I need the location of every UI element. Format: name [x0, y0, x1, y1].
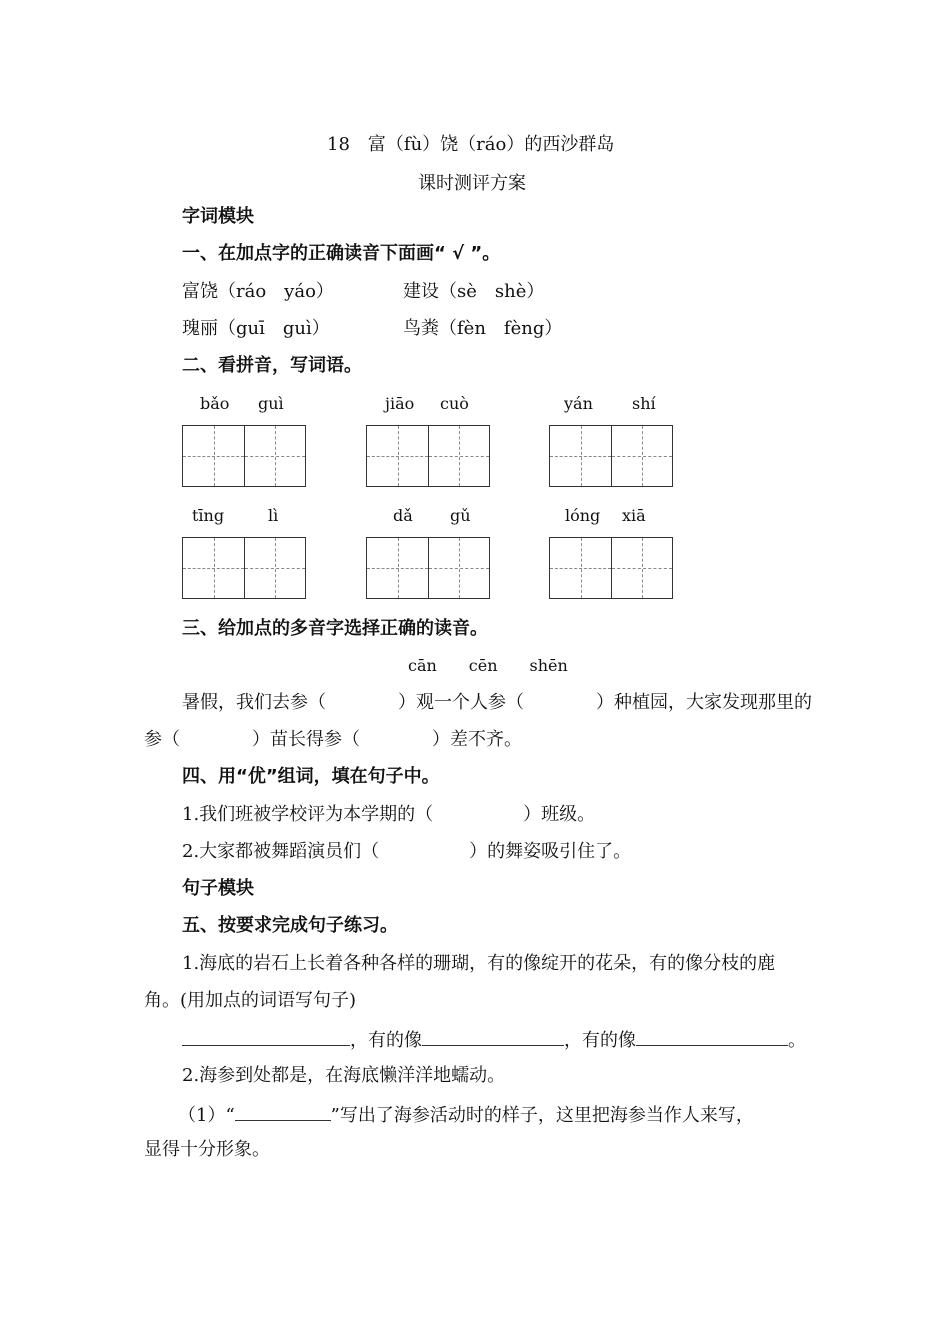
q5-sentence-1a: 1.海底的岩石上长着各种各样的珊瑚，有的像绽开的花朵，有的像分枝的鹿	[182, 953, 776, 974]
writing-grid[interactable]	[366, 425, 490, 487]
pinyin-4b: lì	[268, 506, 279, 525]
q4-sentence-2: 2.大家都被舞蹈演员们（ ）的舞姿吸引住了。	[182, 841, 632, 862]
question-5-heading: 五、按要求完成句子练习。	[182, 915, 398, 936]
pinyin-2b: cuò	[440, 394, 469, 413]
pinyin-5b: gǔ	[450, 506, 471, 525]
q1-item-4: 鸟粪（fèn fèng）	[403, 318, 563, 339]
pinyin-5a: dǎ	[393, 506, 413, 525]
sub-1-end: ”写出了海参活动时的样子，这里把海参当作人来写，	[330, 1105, 754, 1126]
section-heading-sentences: 句子模块	[182, 878, 254, 899]
pinyin-6a: lóng	[565, 506, 601, 525]
q3-options: cān cēn shēn	[408, 656, 568, 675]
fill-text-2: ，有的像	[564, 1030, 636, 1051]
writing-grid[interactable]	[366, 537, 490, 599]
q1-item-3: 瑰丽（guī guì）	[182, 318, 330, 339]
q4-sentence-1: 1.我们班被学校评为本学期的（ ）班级。	[182, 804, 596, 825]
q5-sentence-1b: 角。(用加点的词语写句子)	[144, 990, 357, 1011]
pinyin-1a: bǎo	[200, 394, 230, 413]
writing-grid[interactable]	[549, 537, 673, 599]
q1-item-1: 富饶（ráo yáo）	[182, 281, 334, 302]
page-title: 18 富（fù）饶（ráo）的西沙群岛	[327, 134, 615, 155]
writing-grid[interactable]	[182, 425, 306, 487]
q5-sub-1-cont: 显得十分形象。	[144, 1139, 270, 1160]
q3-line-2: 参（ ）苗长得参（ ）差不齐。	[144, 729, 522, 750]
writing-grid[interactable]	[182, 537, 306, 599]
question-4-heading: 四、用“优”组词，填在句子中。	[182, 766, 440, 787]
page-subtitle: 课时测评方案	[418, 173, 526, 194]
q5-sentence-2: 2.海参到处都是，在海底懒洋洋地蠕动。	[182, 1065, 506, 1086]
question-1-heading: 一、在加点字的正确读音下面画“ √ ”。	[182, 243, 501, 264]
pinyin-6b: xiā	[622, 506, 646, 525]
sub-1-start: （1）“	[178, 1105, 235, 1126]
pinyin-2a: jiāo	[385, 394, 415, 413]
pinyin-1b: guì	[258, 394, 284, 413]
question-3-heading: 三、给加点的多音字选择正确的读音。	[182, 618, 488, 639]
pinyin-3a: yán	[564, 394, 593, 413]
fill-text-1: ，有的像	[350, 1030, 422, 1051]
q5-sub-1	[178, 1102, 754, 1127]
answer-blank[interactable]	[235, 1102, 331, 1121]
section-heading-words: 字词模块	[182, 206, 254, 227]
writing-grid[interactable]	[549, 425, 673, 487]
pinyin-4a: tīng	[192, 506, 225, 525]
answer-blank[interactable]	[182, 1027, 350, 1046]
q5-fill-line	[182, 1027, 806, 1052]
question-2-heading: 二、看拼音，写词语。	[182, 355, 362, 376]
answer-blank[interactable]	[636, 1027, 788, 1046]
q1-item-2: 建设（sè shè）	[403, 281, 545, 302]
pinyin-3b: shí	[632, 394, 656, 413]
answer-blank[interactable]	[422, 1027, 564, 1046]
fill-text-end: 。	[788, 1030, 806, 1051]
q3-line-1: 暑假，我们去参（ ）观一个人参（ ）种植园，大家发现那里的	[182, 692, 812, 713]
